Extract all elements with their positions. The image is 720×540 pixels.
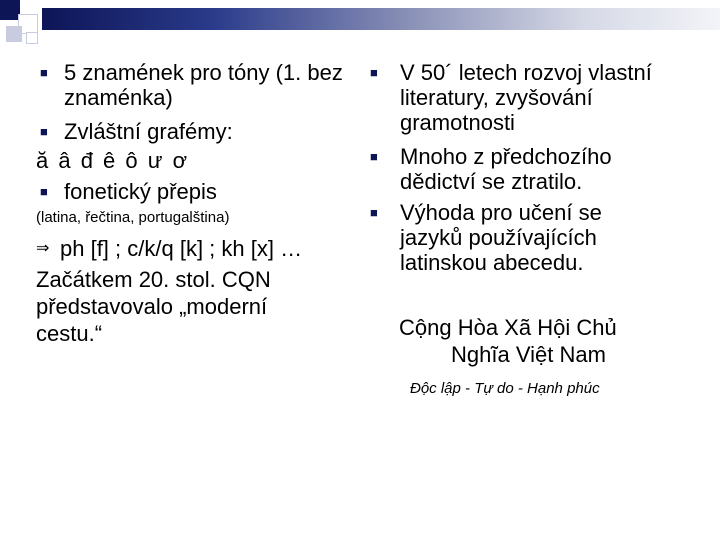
motto-subtitle [410, 379, 670, 399]
closing-paragraph [36, 266, 326, 347]
bullet-square-icon: ■ [370, 149, 378, 164]
right-bullet-item-2 [370, 144, 700, 194]
right-bullet-item-1 [370, 60, 700, 135]
left-item-1-text: 5 znamének pro tóny (1. bez znaménka) [64, 60, 343, 110]
motto-line-1: Cộng Hòa Xã Hội Chủ [399, 315, 617, 340]
bullet-square-icon: ■ [370, 205, 378, 220]
bullet-square-icon: ■ [370, 65, 378, 80]
language-note [36, 208, 229, 228]
transcription-line [36, 236, 366, 261]
right-item-3-text: Výhoda pro učení se jazyků používajících latinskou abecedu. [400, 200, 602, 275]
decor-square-gray [6, 26, 22, 42]
right-bullet-item-3 [370, 200, 700, 275]
left-bullet-item-2 [36, 119, 356, 144]
header-gradient-bar [42, 8, 720, 30]
motto-block [385, 314, 675, 368]
grapheme-list [36, 148, 187, 173]
right-item-2-text: Mnoho z předchozího dědictví se ztratilo. [400, 144, 612, 194]
transcription-text: ph [f] ; c/k/q [k] ; kh [x] … [60, 236, 303, 261]
left-bullet-item-3 [36, 179, 356, 204]
closing-paragraph-text: Začátkem 20. stol. CQN představovalo „moderní cestu.“ [36, 267, 271, 346]
left-item-2-text: Zvláštní grafémy: [64, 119, 233, 144]
language-note-text: (latina, řečtina, portugalština) [36, 209, 230, 226]
left-bullet-item-1 [36, 60, 356, 110]
bullet-square-icon: ■ [40, 124, 48, 139]
motto-subtitle-text: Độc lập - Tự do - Hạnh phúc [410, 380, 600, 397]
left-item-3-text: fonetický přepis [64, 179, 217, 204]
decor-square-navy [0, 0, 20, 20]
decor-square-small [26, 32, 38, 44]
implies-arrow-icon: ⇒ [36, 240, 50, 257]
bullet-square-icon: ■ [40, 65, 48, 80]
motto-line-2: Nghĩa Việt Nam [451, 342, 606, 367]
grapheme-list-text: ă â đ ê ô ư ơ [36, 148, 188, 173]
right-item-1-text: V 50´ letech rozvoj vlastní literatury, zvyšování gramotnosti [400, 60, 652, 135]
bullet-square-icon: ■ [40, 184, 48, 199]
